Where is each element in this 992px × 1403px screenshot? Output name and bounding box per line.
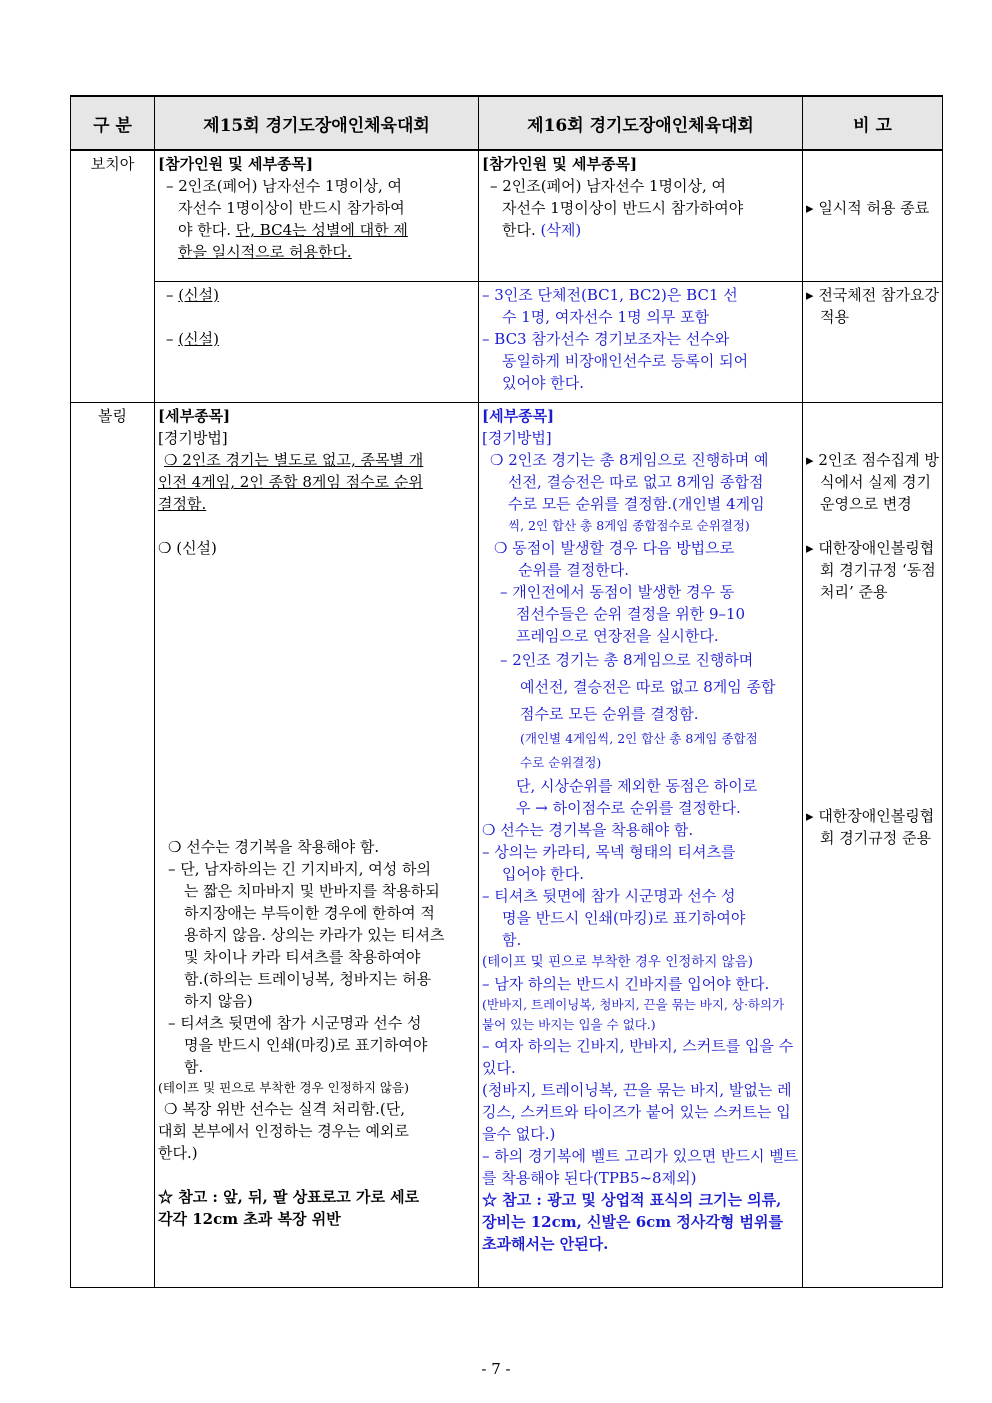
triangle-bullet-icon: ▸: [806, 807, 819, 825]
new-marker: (신설): [178, 330, 219, 348]
header-remarks: 비 고: [803, 96, 943, 150]
text-line: 단, 시상순위를 제외한 동점은 하이로: [516, 777, 758, 795]
text-line: 순위를 결정한다.: [518, 561, 629, 579]
text-line: 대회 본부에서 인정하는 경우는 예외로: [158, 1122, 409, 1140]
remark-text: 일시적 허용 종료: [818, 199, 930, 217]
text-line: [482, 219, 799, 241]
bowling-new-cell: [479, 403, 803, 1288]
text-line: 있어야 한다.: [502, 374, 584, 392]
text-line: ❍ 동점이 발생할 경우 다음 방법으로: [494, 539, 735, 557]
remark: [806, 805, 939, 849]
text-line: ❍ 선수는 경기복을 착용해야 함.: [482, 821, 694, 839]
subsection-title: [경기방법]: [158, 429, 228, 447]
text-line: – 2인조(페어) 남자선수 1명이상, 여: [166, 177, 403, 195]
text-line: 및 차이나 카라 티셔츠를 착용하여야: [184, 948, 421, 966]
text-line: [158, 284, 475, 306]
header-row: [71, 96, 943, 150]
text-line: 하지 않음): [184, 992, 253, 1010]
subsection-title: [경기방법]: [482, 429, 552, 447]
boccia-note-cell-2: [803, 282, 943, 403]
dash: –: [166, 330, 179, 348]
text-line: – 3인조 단체전(BC1, BC2)은 BC1 선: [482, 286, 738, 304]
header-15th: 제15회 경기도장애인체육대회: [155, 96, 479, 150]
triangle-bullet-icon: ▸: [806, 286, 819, 304]
text-line: – 티셔츠 뒷면에 참가 시군명과 선수 성: [482, 887, 736, 905]
text-line: ❍ 복장 위반 선수는 실격 처리함.(단,: [164, 1100, 406, 1118]
text-line: – 티셔츠 뒷면에 참가 시군명과 선수 성: [168, 1014, 422, 1032]
text-line: 함.(하의는 트레이닝복, 청바지는 허용: [184, 970, 432, 988]
boccia-row-2: [71, 282, 943, 403]
remark-text: 대한장애인볼링협회 경기규정 준용: [818, 807, 935, 847]
text-line: ❍ 2인조 경기는 총 8게임으로 진행하며 예: [490, 451, 769, 469]
text-line: 명을 반드시 인쇄(마킹)로 표기하여야: [184, 1036, 428, 1054]
text-line: 용하지 않음. 상의는 카라가 있는 티셔츠: [184, 926, 445, 944]
text-line: 함.: [502, 931, 522, 949]
text-line: 점선수들은 순위 결정을 위한 9–10: [516, 605, 746, 623]
text-line: 한다.): [158, 1144, 198, 1162]
text-line: 프레임으로 연장전을 실시한다.: [516, 627, 719, 645]
text-line: 자선수 1명이상이 반드시 참가하여: [178, 199, 405, 217]
text-line: – 2인조 경기는 총 8게임으로 진행하며: [500, 651, 754, 669]
text-line: – 여자 하의는 긴바지, 반바지, 스커트를 입을 수 있다.: [482, 1037, 794, 1077]
text-line: 수로 모든 순위를 결정함.(개인별 4게임: [508, 495, 765, 513]
text-line: 수로 순위결정): [520, 755, 602, 770]
boccia-label: 보치아: [71, 150, 155, 403]
section-title: [참가인원 및 세부종목]: [482, 155, 638, 173]
text-line: [158, 219, 475, 241]
triangle-bullet-icon: ▸: [806, 539, 819, 557]
header-category: 구 분: [71, 96, 155, 150]
text-line: – 하의 경기복에 벨트 고리가 있으면 반드시 벨트를 착용해야 된다(TPB5~8제외): [482, 1147, 799, 1187]
remark: [806, 197, 939, 219]
text-line: 인전 4게임, 2인 종합 8게임 점수로 순위: [158, 473, 423, 491]
text-line: – 2인조(페어) 남자선수 1명이상, 여: [490, 177, 727, 195]
text-line: 명을 반드시 인쇄(마킹)로 표기하여야: [502, 909, 746, 927]
text-line: ❍ 2인조 경기는 별도로 없고, 종목별 개: [164, 451, 424, 469]
text-line: – BC3 참가선수 경기보조자는 선수와: [482, 330, 730, 348]
remark-text: 2인조 점수집계 방식에서 실제 경기운영으로 변경: [818, 451, 939, 513]
underlined-text: 단, BC4는 성별에 대한 제: [235, 221, 408, 239]
remark: [806, 284, 939, 328]
text-span: 한다.: [502, 221, 541, 239]
remark-text: 대한장애인볼링협회 경기규정 ‘동점처리’ 준용: [818, 539, 936, 601]
reference-note: 각각 12cm 초과 복장 위반: [158, 1210, 341, 1228]
text-line: [158, 328, 475, 350]
comparison-table: [70, 95, 943, 1288]
text-line: 점수로 모든 순위를 결정함.: [520, 705, 699, 723]
triangle-bullet-icon: ▸: [806, 451, 819, 469]
text-line: ❍ 선수는 경기복을 착용해야 함.: [168, 838, 380, 856]
bowling-old-cell: [155, 403, 479, 1288]
boccia-old-cell-2: [155, 282, 479, 403]
text-line: 선전, 결승전은 따로 없고 8게임 종합점: [508, 473, 764, 491]
text-line: (반바지, 트레이닝복, 청바지, 끈을 묶는 바지, 상·하의가 붙어 있는 바지는 입을 수 없다.): [482, 997, 785, 1032]
text-line: (테이프 및 핀으로 부착한 경우 인정하지 않음): [158, 1080, 409, 1095]
text-line: 예선전, 결승전은 따로 없고 8게임 종합: [520, 678, 776, 696]
section-title: [세부종목]: [482, 407, 555, 425]
text-line: 씩, 2인 합산 총 8게임 종합점수로 순위결정): [508, 518, 750, 533]
reference-note: ☆ 참고 : 광고 및 상업적 표식의 크기는 의류, 장비는 12cm, 신발은 6cm 정사각형 범위를 초과해서는 안된다.: [482, 1191, 784, 1253]
text-line: – 단, 남자하의는 긴 기지바지, 여성 하의: [168, 860, 431, 878]
triangle-bullet-icon: ▸: [806, 199, 819, 217]
text-span: 야 한다.: [178, 221, 236, 239]
deleted-marker: (삭제): [540, 221, 582, 239]
text-line: – 개인전에서 동점이 발생한 경우 동: [500, 583, 735, 601]
boccia-old-cell-1: [155, 150, 479, 282]
text-line: 수 1명, 여자선수 1명 의무 포함: [502, 308, 710, 326]
text-line: 함.: [184, 1058, 204, 1076]
section-title: [세부종목]: [158, 407, 231, 425]
text-line: 동일하게 비장애인선수로 등록이 되어: [502, 352, 749, 370]
remark: [806, 449, 939, 515]
text-line: 입어야 한다.: [502, 865, 584, 883]
reference-note: ☆ 참고 : 앞, 뒤, 팔 상표로고 가로 세로: [158, 1188, 420, 1206]
text-line: ❍ (신설): [158, 539, 217, 557]
text-line: – 남자 하의는 반드시 긴바지를 입어야 한다.: [482, 975, 770, 993]
page-number: - 7 -: [481, 1360, 511, 1378]
remark-text: 전국체전 참가요강 적용: [818, 286, 940, 326]
text-line: – 상의는 카라티, 목넥 형태의 티셔츠를: [482, 843, 736, 861]
text-line: (청바지, 트레이닝복, 끈을 묶는 바지, 발없는 레깅스, 스커트와 타이즈가 붙어 있는 스커트는 입을수 없다.): [482, 1081, 792, 1143]
boccia-note-cell-1: [803, 150, 943, 282]
underlined-text: 한을 일시적으로 허용한다.: [178, 243, 352, 261]
bowling-label: 볼링: [71, 403, 155, 1288]
text-line: 결정함.: [158, 495, 207, 513]
header-16th: 제16회 경기도장애인체육대회: [479, 96, 803, 150]
bowling-row: [71, 403, 943, 1288]
boccia-row-1: [71, 150, 943, 282]
bowling-note-cell: [803, 403, 943, 1288]
boccia-new-cell-2: [479, 282, 803, 403]
text-line: 우 → 하이점수로 순위를 결정한다.: [516, 799, 741, 817]
text-line: (테이프 및 핀으로 부착한 경우 인정하지 않음): [482, 954, 754, 970]
text-line: (개인별 4게임씩, 2인 합산 총 8게임 종합점: [520, 731, 758, 746]
text-line: 하지장애는 부득이한 경우에 한하여 적: [184, 904, 435, 922]
remark: [806, 537, 939, 603]
text-line: 자선수 1명이상이 반드시 참가하여야: [502, 199, 744, 217]
boccia-new-cell-1: [479, 150, 803, 282]
section-title: [참가인원 및 세부종목]: [158, 155, 314, 173]
dash: –: [166, 286, 179, 304]
new-marker: (신설): [178, 286, 219, 304]
text-line: 는 짧은 치마바지 및 반바지를 착용하되: [184, 882, 440, 900]
